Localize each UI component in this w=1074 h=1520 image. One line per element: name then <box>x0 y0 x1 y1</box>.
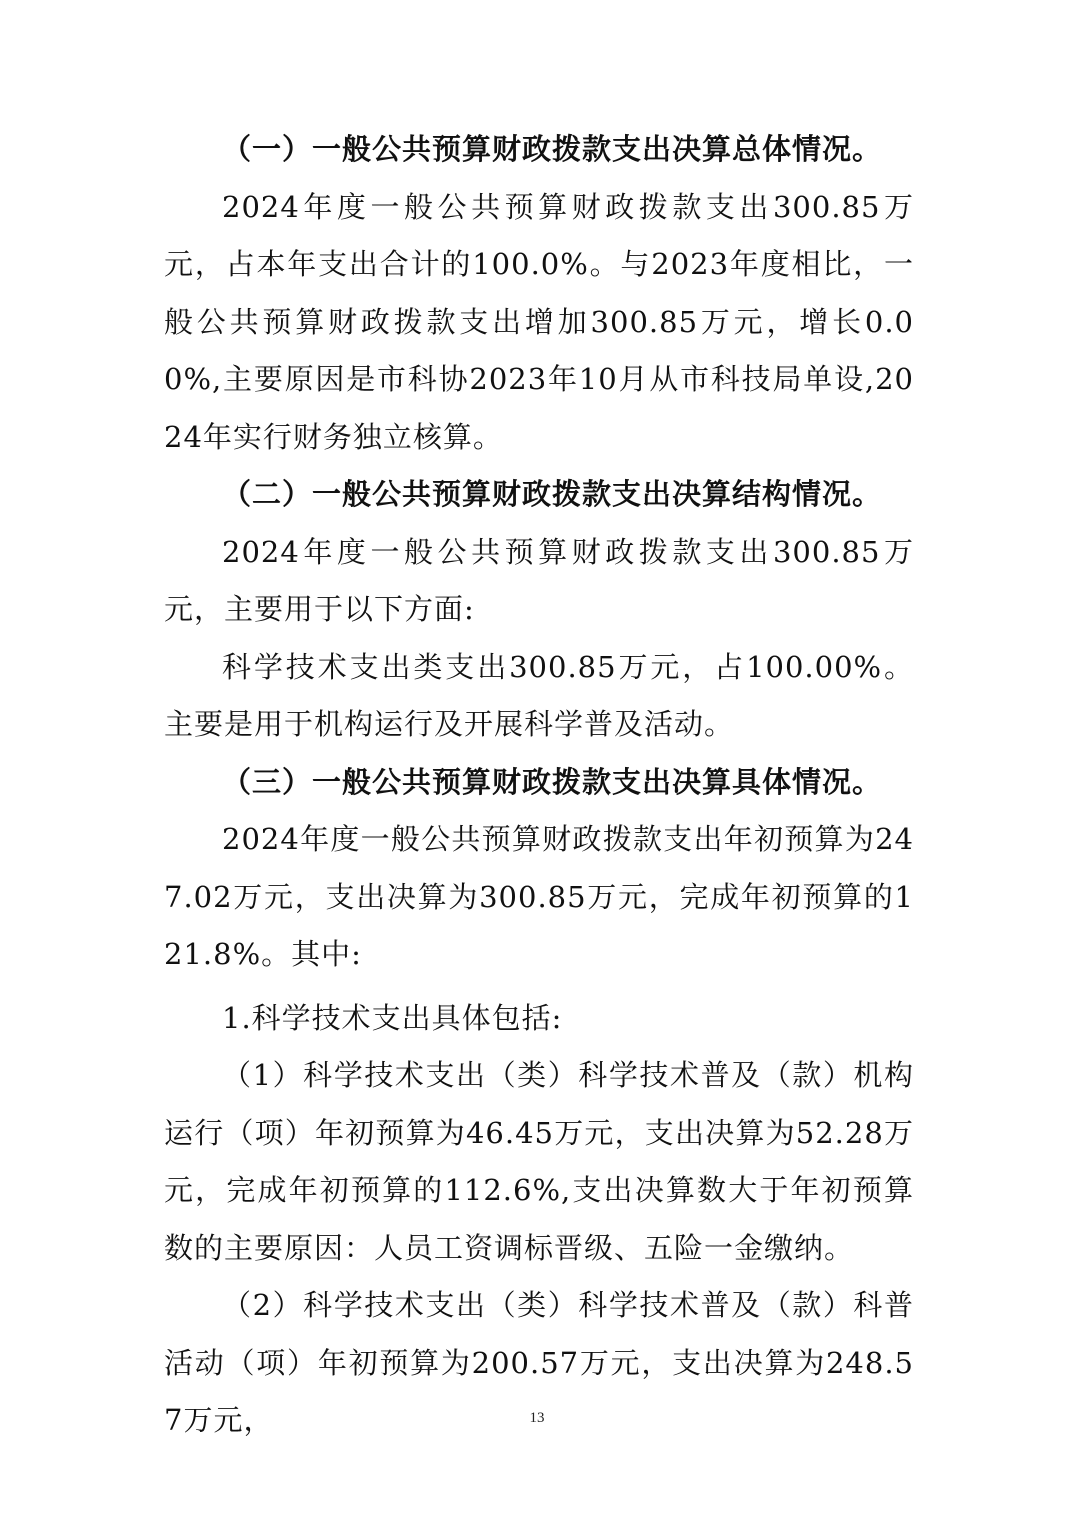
page-number: 13 <box>529 1410 545 1426</box>
paragraph-budget-completion: 2024年度一般公共预算财政拨款支出年初预算为247.02万元，支出决算为300.85万元，完成年初预算的121.8%。其中: <box>164 822 914 971</box>
paragraph-overall-summary: 2024年度一般公共预算财政拨款支出300.85万元，占本年支出合计的100.0%。与2023年度相比，一般公共预算财政拨款支出增加300.85万元，增长0.00%,主要原因是市科协2023年10月从市科技局单设,2024年实行财务独立核算。 <box>164 189 914 454</box>
section-heading-3: （三）一般公共预算财政拨款支出决算具体情况。 <box>222 764 883 799</box>
document-body <box>164 121 914 1450</box>
section-heading-2: （二）一般公共预算财政拨款支出决算结构情况。 <box>222 477 883 511</box>
subsection-title: 1.科学技术支出具体包括: <box>222 1000 563 1035</box>
paragraph-structure-detail: 科学技术支出类支出300.85万元，占100.00%。主要是用于机构运行及开展科学普及活动。 <box>164 649 914 741</box>
paragraph-structure-intro: 2024年度一般公共预算财政拨款支出300.85万元，主要用于以下方面: <box>164 534 914 626</box>
section-heading-1: （一）一般公共预算财政拨款支出决算总体情况。 <box>222 132 883 166</box>
list-item-institution-operation: （1）科学技术支出（类）科学技术普及（款）机构运行（项）年初预算为46.45万元，支出决算为52.28万元，完成年初预算的112.6%,支出决算数大于年初预算数的主要原因：人员工资调标晋级、五险一金缴纳。 <box>164 1058 914 1265</box>
list-item-science-popularization: （2）科学技术支出（类）科学技术普及（款）科普活动（项）年初预算为200.57万元，支出决算为248.57万元， <box>164 1288 914 1437</box>
